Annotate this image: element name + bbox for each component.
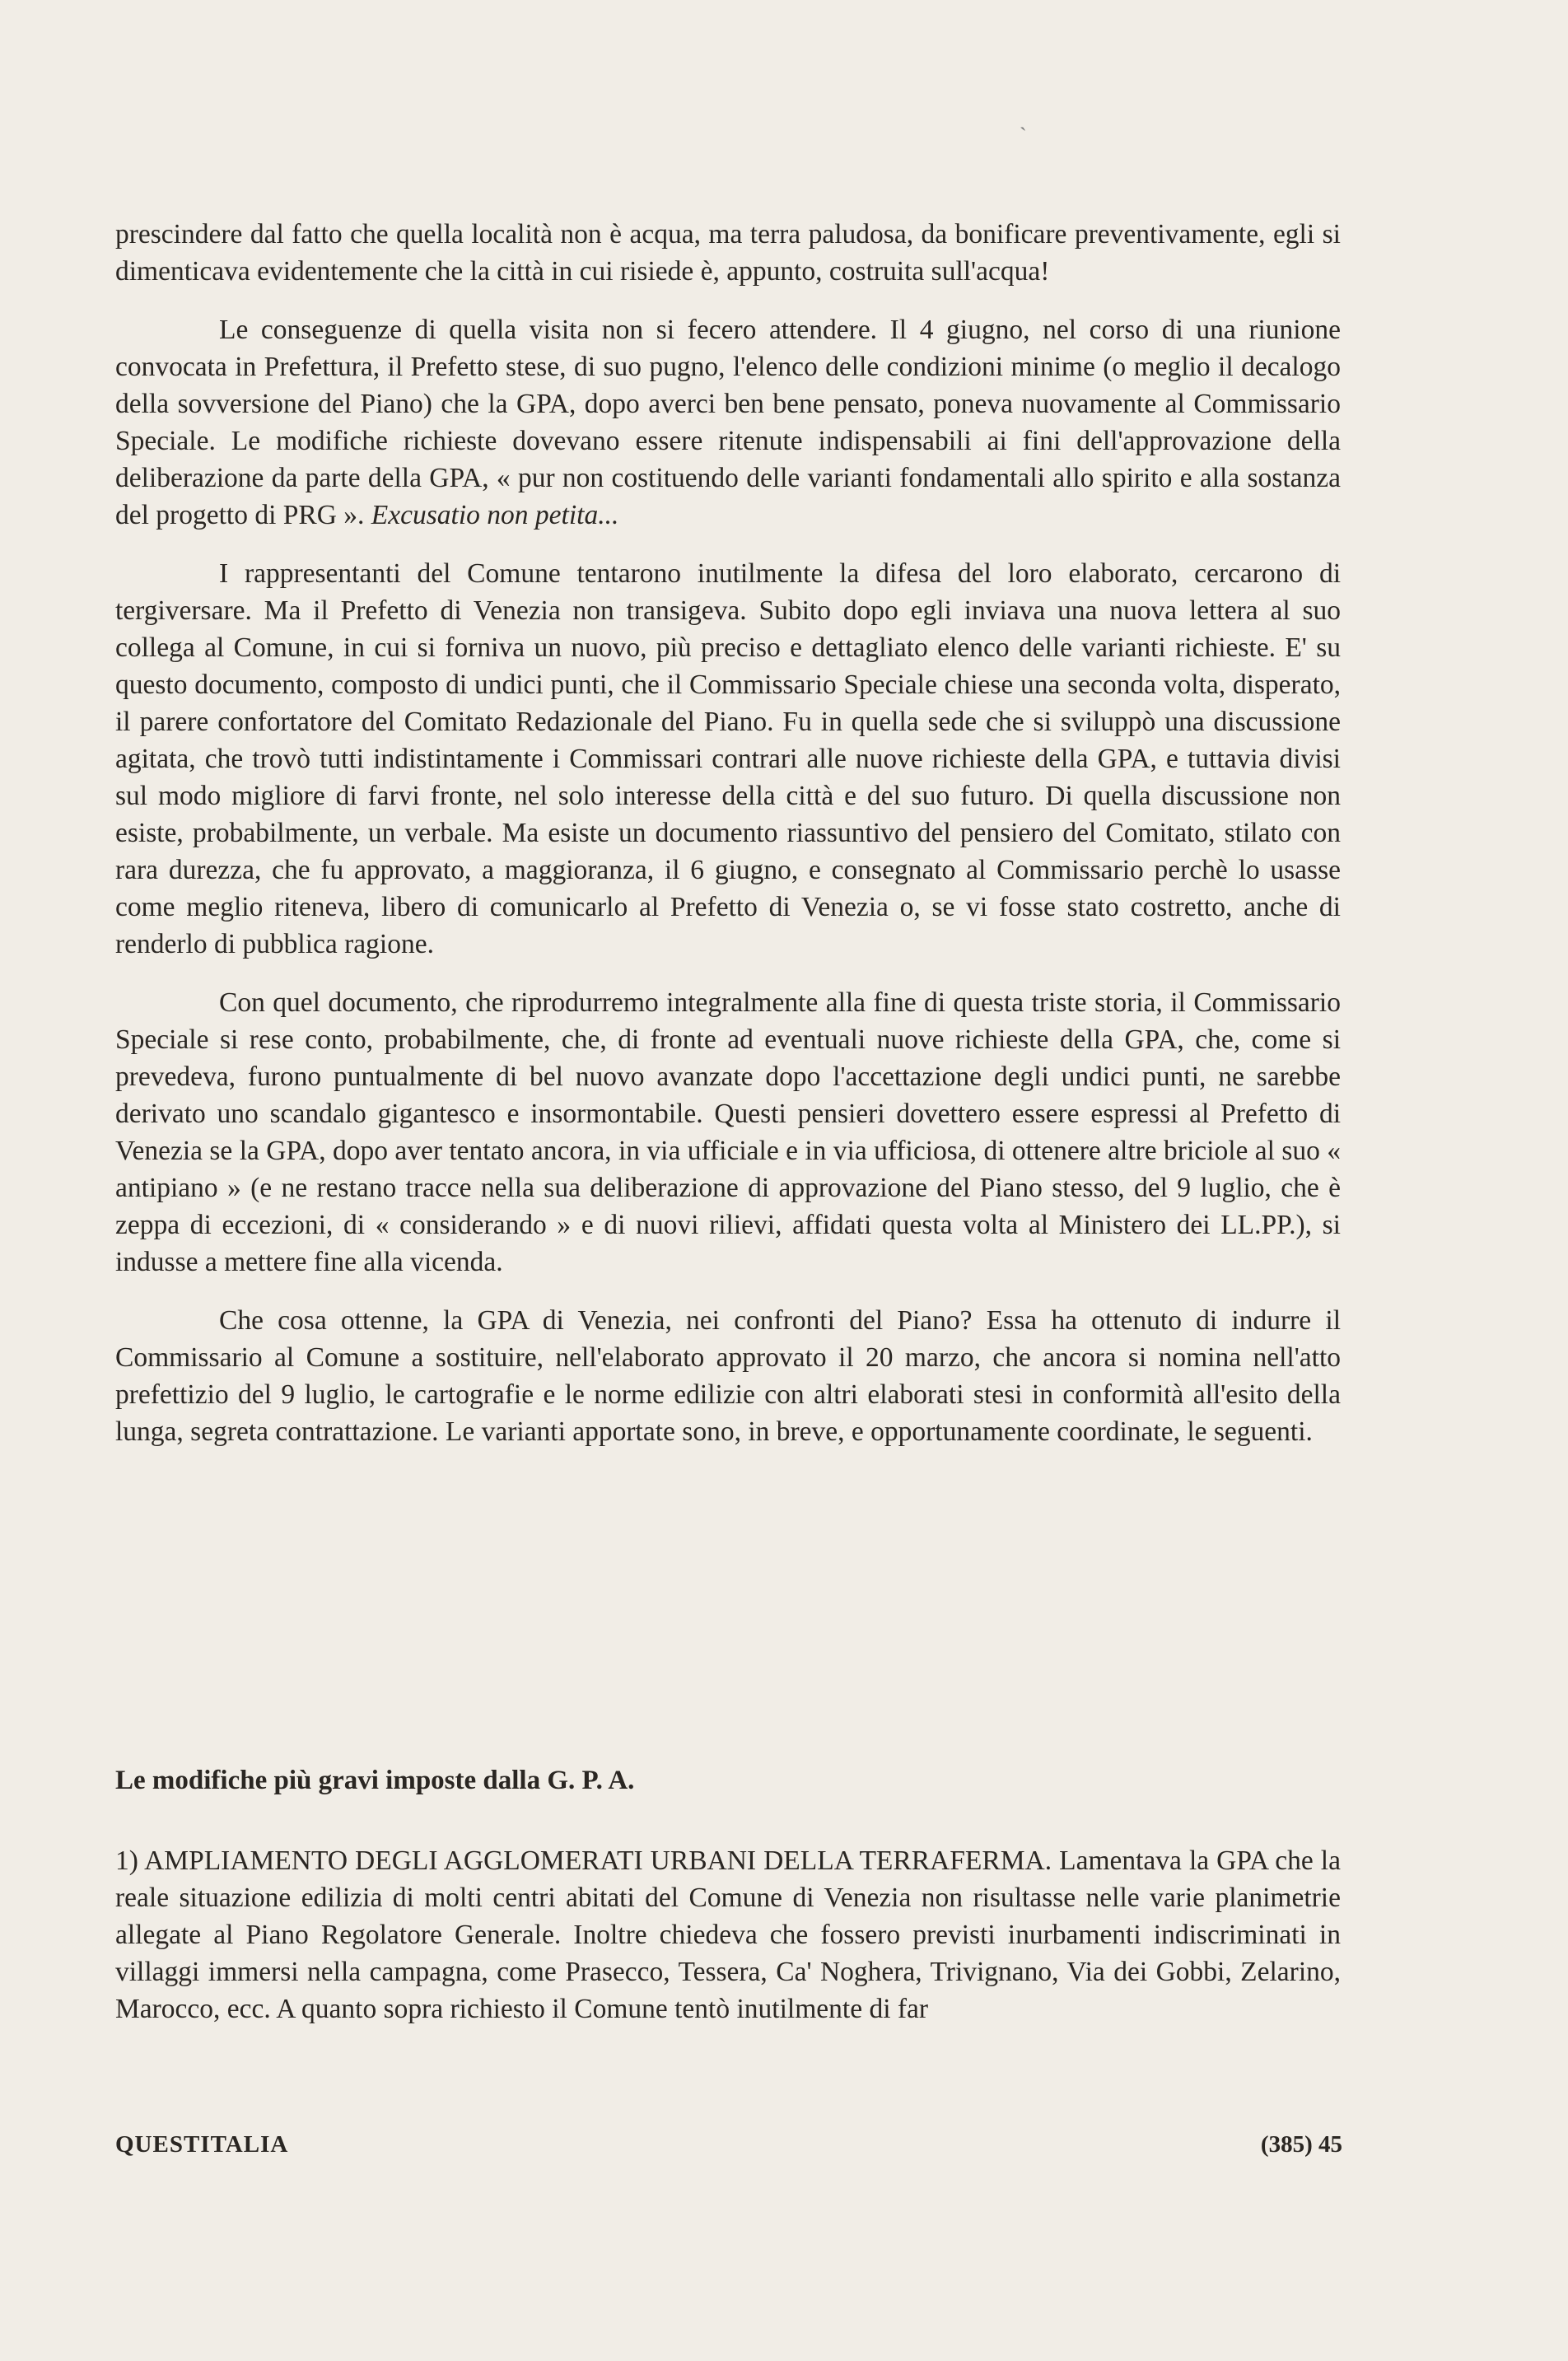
section-paragraph: 1) AMPLIAMENTO DEGLI AGGLOMERATI URBANI DELLA TERRAFERMA. Lamentava la GPA che la reale situazione edilizia di molti centri abitati del Comune di Venezia non risultasse nelle varie planimetrie allegate al Piano Regolatore Generale. Inoltre chiedeva che fossero previsti inurbamenti indiscriminati in villaggi immersi nella campagna, come Prasecco, Tessera, Ca' Noghera, Trivignano, Via dei Gobbi, Zelarino, Marocco, ecc. A quanto sopra richiesto il Comune tentò inutilmente di far bbox=[115, 1845, 1341, 2024]
paragraph-2-text: Le conseguenze di quella visita non si fecero attendere. Il 4 giugno, nel corso di una riunione convocata in Prefettura, il Prefetto stese, di suo pugno, l'elenco delle condizioni minime (o meglio il decalogo della sovversione del Piano) che la GPA, dopo averci ben bene pensato, poneva nuovamente al Commissario Speciale. Le modifiche richieste dovevano essere ritenute indispensabili ai fini dell'approvazione della deliberazione da parte della GPA, « pur non costituendo delle varianti fondamentali allo spirito e alla sostanza del progetto di PRG ». bbox=[115, 315, 1341, 530]
paragraph-2-quote: Excusatio non petita... bbox=[371, 500, 619, 530]
paragraph-1: prescindere dal fatto che quella località non è acqua, ma terra paludosa, da bonificare preventivamente, egli si dimenticava evidentemente che la città in cui risiede è, appunto, costruita sull'acqua! bbox=[115, 219, 1341, 287]
paragraph-3: I rappresentanti del Comune tentarono inutilmente la difesa del loro elaborato, cercarono di tergiversare. Ma il Prefetto di Venezia non transigeva. Subito dopo egli inviava una nuova lettera al suo collega al Comune, in cui si forniva un nuovo, più preciso e dettagliato elenco delle varianti richieste. E' su questo documento, composto di undici punti, che il Commissario Speciale chiese una seconda volta, disperato, il parere confortatore del Comitato Redazionale del Piano. Fu in quella sede che si sviluppò una discussione agitata, che trovò tutti indistintamente i Commissari contrari alle nuove richieste della GPA, e tuttavia divisi sul modo migliore di farvi fronte, nel solo interesse della città e del suo futuro. Di quella discussione non esiste, probabilmente, un verbale. Ma esiste un documento riassuntivo del pensiero del Comitato, stilato con rara durezza, che fu approvato, a maggioranza, il 6 giugno, e consegnato al Commissario perchè lo usasse come meglio riteneva, libero di comunicarlo al Prefetto di Venezia o, se vi fosse stato costretto, anche di renderlo di pubblica ragione. bbox=[115, 558, 1341, 959]
section-heading: Le modifiche più gravi imposte dalla G. P. A. bbox=[115, 1766, 635, 1795]
section-text bbox=[115, 1842, 1341, 2027]
footer-journal: QUESTITALIA bbox=[115, 2131, 289, 2158]
paragraph-2 bbox=[115, 311, 1341, 534]
paragraph-5: Che cosa ottenne, la GPA di Venezia, nei confronti del Piano? Essa ha ottenuto di indurre il Commissario al Comune a sostituire, nell'elaborato approvato il 20 marzo, che ancora si nomina nell'atto prefettizio del 9 luglio, le cartografie e le norme edilizie con altri elaborati stesi in conformità all'esito della lunga, segreta contrattazione. Le varianti apportate sono, in breve, e opportunamente coordinate, le seguenti. bbox=[115, 1305, 1341, 1447]
stray-mark: ` bbox=[1020, 124, 1027, 147]
paragraph-4: Con quel documento, che riprodurremo integralmente alla fine di questa triste storia, il Commissario Speciale si rese conto, probabilmente, che, di fronte ad eventuali nuove richieste della GPA, che, come si prevedeva, furono puntualmente di bel nuovo avanzate dopo l'accettazione degli undici punti, ne sarebbe derivato uno scandalo gigantesco e insormontabile. Questi pensieri dovettero essere espressi al Prefetto di Venezia se la GPA, dopo aver tentato ancora, in via ufficiale e in via ufficiosa, di ottenere altre briciole al suo « antipiano » (e ne restano tracce nella sua deliberazione di approvazione del Piano stesso, del 9 luglio, che è zeppa di eccezioni, di « considerando » e di nuovi rilievi, affidati questa volta al Ministero dei LL.PP.), si indusse a mettere fine alla vicenda. bbox=[115, 987, 1341, 1277]
body-text bbox=[115, 216, 1341, 1472]
footer-page-number: (385) 45 bbox=[1260, 2131, 1342, 2158]
